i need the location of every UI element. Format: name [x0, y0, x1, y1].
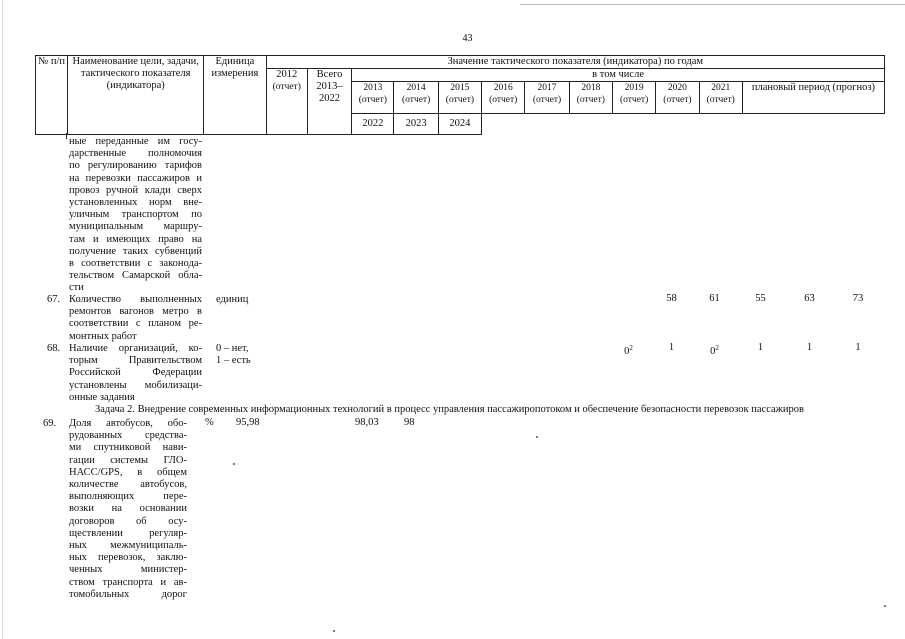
header-col-2012: 2012 (отчет)	[266, 69, 307, 135]
row-68-2022: 1	[757, 342, 764, 353]
row-67-description: Количество выполненных ремонтов вагонов метро в соответствии с планом ре- монтных работ	[69, 294, 202, 342]
row-67-2021: 61	[709, 293, 720, 304]
row-69-description: Доля автобусов, обо- рудованных средства- ми спутниковой нави- гации системы ГЛО- НАСС/GPS, в общем количестве автобусов, выполняющих пере- возки на основании договоров об осу- ществлении регуляр- ных межмуниципаль- ных перевозок, заклю- ченных министер- ством транспорта и ав- томобильных дорог	[69, 418, 187, 600]
header-planned-period: плановый период (прогноз)	[742, 82, 884, 114]
continuation-text: ные переданные им госу- дарственные полномочия по регулированию тарифов на перевозки пассажиров и провоз ручной клади сверх установленных норм вне- уличным транспортом по муниципальным маршру- там и имеющих право на получение таких субвенций в соответствии с законода- тельством Самарской обла- сти	[69, 136, 202, 294]
header-col-num: № п/п	[36, 56, 68, 135]
page-top-line	[520, 4, 905, 5]
row-69-number: 69.	[43, 418, 57, 429]
header-year-2018: 2018 (отчет)	[569, 82, 612, 114]
row-67-2024: 73	[852, 293, 864, 304]
header-year-2022: 2022	[352, 114, 394, 135]
header-col-name: Наименование цели, задачи, тактического показателя (индикатора)	[68, 56, 204, 135]
row-68-2023: 1	[806, 342, 813, 353]
indicator-table-header	[35, 55, 885, 135]
page-edge-line	[2, 0, 3, 639]
scan-speck	[884, 605, 886, 607]
row-67-number: 67.	[47, 294, 61, 305]
row-68-2024: 1	[855, 342, 861, 353]
column-divider	[66, 133, 67, 139]
header-year-2016: 2016 (отчет)	[482, 82, 525, 114]
row-68-description: Наличие организаций, ко- торым Правительством Российской Федерации установлены мобилизаци- онные задания	[69, 343, 202, 403]
row-69-2013: 98	[404, 417, 415, 428]
task-2-title: Задача 2. Внедрение современных информационных технологий в процесс управления пассажиропотоком и обеспечение безопасности перевозок пассажиров	[95, 404, 804, 415]
header-year-2015: 2015 (отчет)	[438, 82, 481, 114]
row-67-2020: 58	[666, 293, 677, 304]
scan-speck	[233, 463, 235, 465]
row-69-unit: %	[205, 417, 214, 428]
scan-speck	[333, 630, 335, 632]
row-68-2020: 1	[668, 342, 675, 353]
page-number: 43	[462, 33, 473, 44]
header-col-values: Значение тактического показателя (индикатора) по годам	[266, 56, 884, 69]
scan-speck	[536, 436, 538, 438]
row-68-2021: $0^2$	[710, 344, 719, 357]
row-67-unit: единиц	[216, 294, 249, 305]
header-year-2020: 2020 (отчет)	[656, 82, 699, 114]
row-69-total: 98,03	[355, 417, 379, 428]
header-year-2013: 2013 (отчет)	[352, 82, 394, 114]
header-year-2019: 2019 (отчет)	[612, 82, 655, 114]
row-69-2012: 95,98	[236, 417, 260, 428]
row-68-number: 68.	[47, 343, 61, 354]
row-68-unit: 0 – нет, 1 – есть	[216, 343, 251, 367]
header-year-2023: 2023	[394, 114, 438, 135]
header-year-2017: 2017 (отчет)	[525, 82, 569, 114]
header-col-including: в том числе	[352, 69, 885, 82]
row-67-2023: 63	[804, 293, 815, 304]
header-col-total: Всего 2013–2022	[307, 69, 351, 135]
row-68-2019: $0^2$	[624, 344, 633, 357]
row-67-2022: 55	[755, 293, 766, 304]
header-col-unit: Единица измерения	[204, 56, 266, 135]
header-year-2021: 2021 (отчет)	[699, 82, 742, 114]
header-year-2024: 2024	[438, 114, 481, 135]
header-year-2014: 2014 (отчет)	[394, 82, 438, 114]
